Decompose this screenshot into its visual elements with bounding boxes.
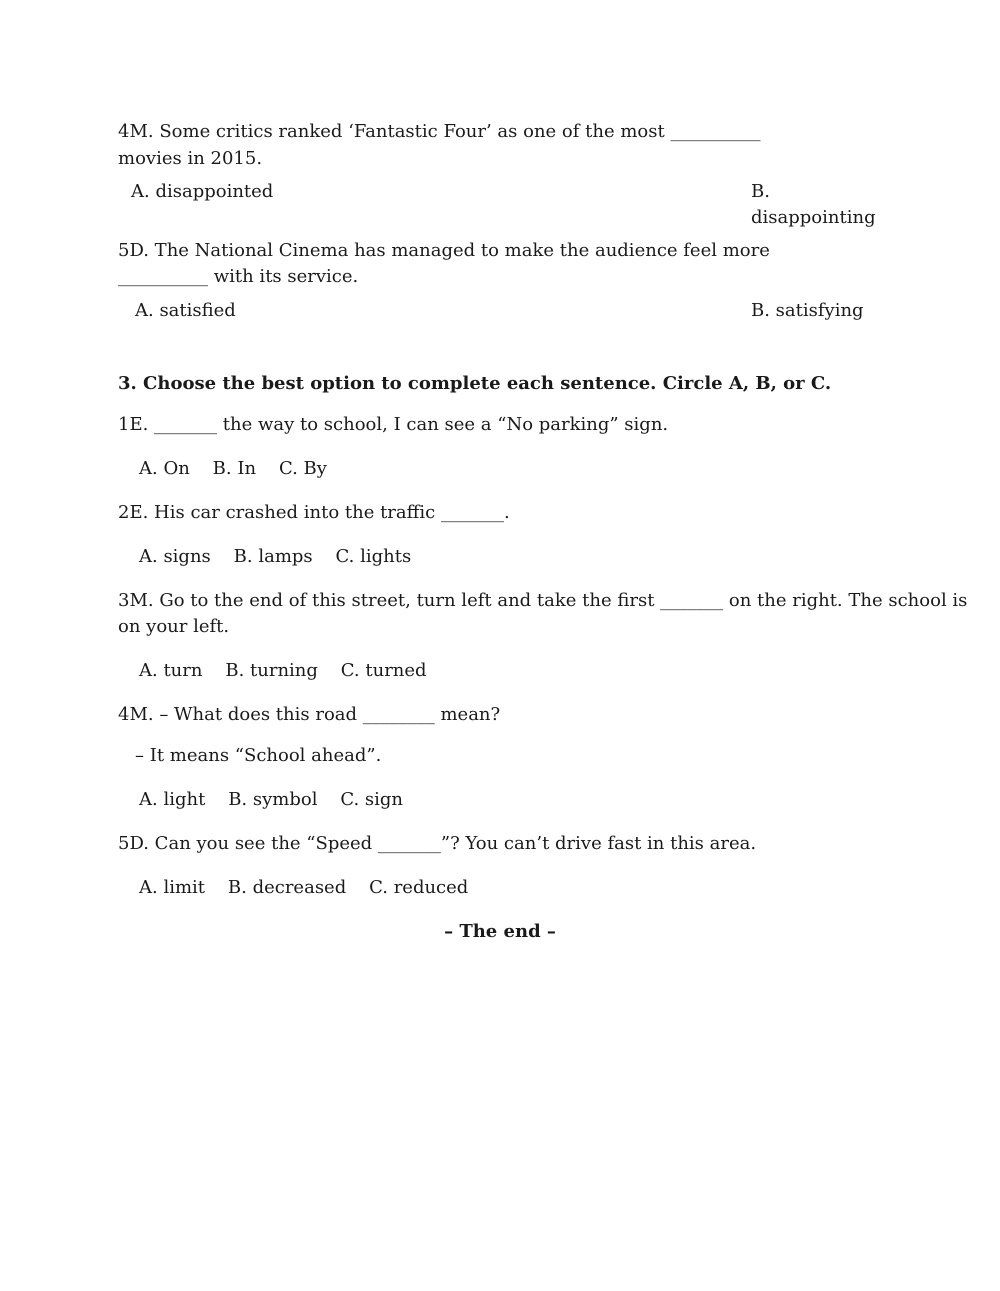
section3-question-2e: 2E. His car crashed into the traffic _______. bbox=[118, 502, 510, 523]
section3-question-3m-line2: on your left. bbox=[118, 616, 230, 637]
section3-question-2e-options: A. signs B. lamps C. lights bbox=[139, 546, 412, 567]
question-4m-line1: 4M. Some critics ranked ‘Fantastic Four’ as one of the most __________ bbox=[118, 121, 761, 142]
section3-question-4m-options: A. light B. symbol C. sign bbox=[139, 789, 404, 810]
section3-question-1e-options: A. On B. In C. By bbox=[139, 458, 327, 479]
question-4m-option-b-word: disappointing bbox=[751, 207, 876, 228]
the-end-footer: – The end – bbox=[444, 921, 556, 942]
question-5d-option-b: B. satisfying bbox=[751, 300, 864, 321]
section3-question-1e: 1E. _______ the way to school, I can see a “No parking” sign. bbox=[118, 414, 669, 435]
section-3-heading: 3. Choose the best option to complete each sentence. Circle A, B, or C. bbox=[118, 373, 832, 394]
question-4m-option-a: A. disappointed bbox=[131, 181, 274, 202]
section3-question-4m-answer: – It means “School ahead”. bbox=[135, 745, 382, 766]
section3-question-5d: 5D. Can you see the “Speed _______”? You can’t drive fast in this area. bbox=[118, 833, 757, 854]
question-4m-line2: movies in 2015. bbox=[118, 148, 263, 169]
section3-question-3m-line1: 3M. Go to the end of this street, turn left and take the first _______ on the right. The school is bbox=[118, 590, 968, 611]
section3-question-4m: 4M. – What does this road ________ mean? bbox=[118, 704, 501, 725]
question-4m-option-b: B. bbox=[751, 181, 770, 202]
section3-question-5d-options: A. limit B. decreased C. reduced bbox=[139, 877, 469, 898]
section3-question-3m-options: A. turn B. turning C. turned bbox=[139, 660, 427, 681]
question-5d-line2: __________ with its service. bbox=[118, 266, 359, 287]
question-5d-option-a: A. satisfied bbox=[135, 300, 236, 321]
question-5d-line1: 5D. The National Cinema has managed to make the audience feel more bbox=[118, 240, 770, 261]
